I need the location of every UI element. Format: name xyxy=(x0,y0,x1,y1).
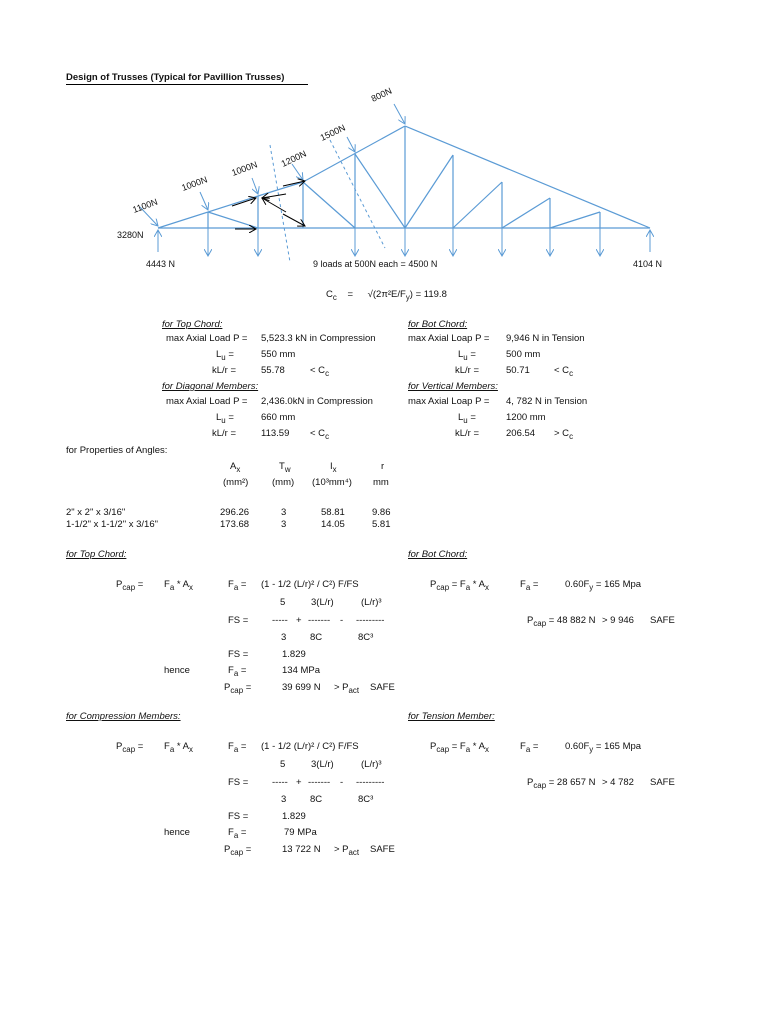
angles-row-ix: 58.81 xyxy=(321,507,345,518)
check-bot-pcap: $P_{cap} = F_a * A_x$ xyxy=(430,579,489,592)
check-comp-pcap-expr: $F_a * A_x$ xyxy=(164,741,193,754)
angles-row-r: 5.81 xyxy=(372,519,391,530)
cc-equation: $C_c = √(2\pi^2E/F_y) = 119.8$ xyxy=(326,289,447,302)
bot-chord-klr: 50.71 xyxy=(506,365,530,376)
check-top-formula: (1 - 1/2 (L/r)² / C²) F/FS xyxy=(261,579,359,590)
truss-members xyxy=(158,126,650,228)
check-comp-fs-dash1: ----- xyxy=(272,777,288,788)
check-top-fs-plus: + xyxy=(296,615,302,626)
check-comp-fs-dash2: ------- xyxy=(308,777,331,788)
check-top-fs-dash3: --------- xyxy=(356,615,385,626)
check-top-pcap2: $P_{cap}$ = xyxy=(224,682,252,695)
vertical-heading: for Vertical Members: xyxy=(408,381,498,392)
check-comp-fs-num1: 5 xyxy=(280,759,286,770)
load-label-5: 1500N xyxy=(318,122,347,143)
check-top-fa-val: 134 MPa xyxy=(282,665,321,676)
vertical-lu: 1200 mm xyxy=(506,412,546,423)
check-bot-verdict: SAFE xyxy=(650,615,675,626)
check-top-fa: $F_a$ = xyxy=(228,579,247,592)
truss-diagram xyxy=(0,0,768,280)
check-comp-fs-minus: - xyxy=(340,777,344,788)
vertical-compare: > $C_c$ xyxy=(554,428,574,441)
check-top-fs-den3: 8C³ xyxy=(358,632,374,643)
check-comp-fs-dash3: --------- xyxy=(356,777,385,788)
check-top-fs-label: FS = xyxy=(228,615,249,626)
check-comp-fs-label: FS = xyxy=(228,777,249,788)
check-comp-hence: hence xyxy=(164,827,190,838)
check-top-compare: > $P_{act}$ xyxy=(334,682,360,695)
check-top-fs-val-label: FS = xyxy=(228,649,249,660)
vertical-klr-label: kL/r = xyxy=(455,428,480,439)
check-comp-fs-plus: + xyxy=(296,777,302,788)
check-comp-fa2: $F_a$ = xyxy=(228,827,247,840)
angles-col-tw: $T_w$ xyxy=(279,461,291,474)
check-comp-fs-num2: 3(L/r) xyxy=(311,759,334,770)
vertical-load-label: max Axial Loap P = xyxy=(408,396,490,407)
angles-row-r: 9.86 xyxy=(372,507,391,518)
load-label-2: 1000N xyxy=(180,174,209,193)
check-top-pcap: $P_{cap}$ = xyxy=(116,579,144,592)
end-load-label: 3280N xyxy=(117,230,144,240)
right-reaction-label: 4104 N xyxy=(633,259,663,269)
check-comp-compare: > $P_{act}$ xyxy=(334,844,360,857)
check-ten-verdict: SAFE xyxy=(650,777,675,788)
check-comp-verdict: SAFE xyxy=(370,844,395,855)
check-comp-pcap-val: 13 722 N xyxy=(282,844,321,855)
top-chord-load-label: max Axial Load P = xyxy=(166,333,248,344)
check-top-chord-heading: for Top Chord: xyxy=(66,549,127,560)
check-top-fs-num3: (L/r)³ xyxy=(361,597,382,608)
check-top-fa2: $F_a$ = xyxy=(228,665,247,678)
diagonal-lu: 660 mm xyxy=(261,412,296,423)
top-chord-klr: 55.78 xyxy=(261,365,285,376)
check-ten-fa-val: $0.60F_y = 165$ Mpa xyxy=(565,741,642,754)
bot-chord-lu: 500 mm xyxy=(506,349,541,360)
check-top-fs-num1: 5 xyxy=(280,597,286,608)
check-comp-fs-val-label: FS = xyxy=(228,811,249,822)
check-top-fs-dash1: ----- xyxy=(272,615,288,626)
check-top-fs-num2: 3(L/r) xyxy=(311,597,334,608)
check-ten-pcap: $P_{cap} = F_a * A_x$ xyxy=(430,741,489,754)
vertical-load: 4, 782 N in Tension xyxy=(506,396,588,407)
angles-row-name: 2" x 2" x 3/16" xyxy=(66,507,126,518)
angles-unit-ix: (10³mm⁴) xyxy=(312,477,352,488)
load-label-1: 1100N xyxy=(131,196,159,215)
check-comp-fs-den3: 8C³ xyxy=(358,794,374,805)
check-bot-compare: > 9 946 xyxy=(602,615,634,626)
angles-row-ix: 14.05 xyxy=(321,519,345,530)
angles-row-name: 1-1/2" x 1-1/2" x 3/16" xyxy=(66,519,158,530)
bot-chord-load: 9,946 N in Tension xyxy=(506,333,585,344)
check-ten-fa: $F_a$ = xyxy=(520,741,539,754)
check-comp-fs-num3: (L/r)³ xyxy=(361,759,382,770)
diagonal-lu-label: $L_u$ = xyxy=(216,412,234,425)
top-chord-load: 5,523.3 kN in Compression xyxy=(261,333,376,344)
top-chord-heading: for Top Chord: xyxy=(162,319,223,330)
angles-row-tw: 3 xyxy=(281,519,287,530)
check-comp-pcap2: $P_{cap}$ = xyxy=(224,844,252,857)
load-label-6: 800N xyxy=(369,85,394,104)
member-force-arrows xyxy=(232,181,305,229)
bottom-loads-label: 9 loads at 500N each = 4500 N xyxy=(313,259,438,269)
angles-heading: for Properties of Angles: xyxy=(66,445,168,456)
check-top-fs-minus: - xyxy=(340,615,344,626)
angles-col-r: r xyxy=(381,461,385,472)
angles-row-tw: 3 xyxy=(281,507,287,518)
check-top-fs-den2: 8C xyxy=(310,632,323,643)
diagonal-klr-label: kL/r = xyxy=(212,428,237,439)
check-comp-fs-val: 1.829 xyxy=(282,811,306,822)
vertical-klr: 206.54 xyxy=(506,428,536,439)
top-chord-klr-label: kL/r = xyxy=(212,365,237,376)
check-comp-formula: (1 - 1/2 (L/r)² / C²) F/FS xyxy=(261,741,359,752)
check-top-pcap-val: 39 699 N xyxy=(282,682,321,693)
check-comp-pcap: $P_{cap}$ = xyxy=(116,741,144,754)
bot-chord-load-label: max Axial Loap P = xyxy=(408,333,490,344)
vertical-lu-label: $L_u$ = xyxy=(458,412,476,425)
diagonal-klr: 113.59 xyxy=(261,428,290,439)
bot-chord-klr-label: kL/r = xyxy=(455,365,480,376)
angles-col-ax: $A_x$ xyxy=(230,461,241,474)
diagonal-load: 2,436.0kN in Compression xyxy=(261,396,373,407)
page-title: Design of Trusses (Typical for Pavillion Trusses) xyxy=(66,72,285,83)
top-chord-compare: < $C_c$ xyxy=(310,365,330,378)
check-top-hence: hence xyxy=(164,665,190,676)
check-top-verdict: SAFE xyxy=(370,682,395,693)
check-top-fs-den1: 3 xyxy=(281,632,287,643)
check-top-fs-val: 1.829 xyxy=(282,649,306,660)
diagonal-compare: < $C_c$ xyxy=(310,428,330,441)
check-bot-pcap-line: $P_{cap} = 48$ 882 N xyxy=(527,615,596,628)
angles-unit-tw: (mm) xyxy=(272,477,295,488)
load-arrows xyxy=(140,104,650,256)
check-tension-heading: for Tension Member: xyxy=(408,711,495,722)
check-ten-compare: > 4 782 xyxy=(602,777,634,788)
check-comp-fa-val: 79 MPa xyxy=(284,827,317,838)
top-chord-lu-label: $L_u$ = xyxy=(216,349,234,362)
check-compression-heading: for Compression Members: xyxy=(66,711,181,722)
check-bot-fa: $F_a$ = xyxy=(520,579,539,592)
diagonal-heading: for Diagonal Members: xyxy=(162,381,259,392)
angles-col-ix: $I_x$ xyxy=(330,461,337,474)
angles-unit-ax: (mm²) xyxy=(223,477,249,488)
bot-chord-lu-label: $L_u$ = xyxy=(458,349,476,362)
diagonal-load-label: max Axial Load P = xyxy=(166,396,248,407)
load-label-4: 1200N xyxy=(279,148,308,169)
check-comp-fa: $F_a$ = xyxy=(228,741,247,754)
check-ten-pcap-line: $P_{cap} = 28$ 657 N xyxy=(527,777,596,790)
check-comp-fs-den2: 8C xyxy=(310,794,323,805)
check-bot-chord-heading: for Bot Chord: xyxy=(408,549,468,560)
check-comp-fs-den1: 3 xyxy=(281,794,287,805)
check-top-pcap-expr: $F_a * A_x$ xyxy=(164,579,193,592)
bot-chord-heading: for Bot Chord: xyxy=(408,319,468,330)
bot-chord-compare: < $C_c$ xyxy=(554,365,574,378)
load-label-3: 1000N xyxy=(230,159,259,178)
check-bot-fa-val: $0.60F_y = 165$ Mpa xyxy=(565,579,642,592)
angles-row-ax: 296.26 xyxy=(220,507,250,518)
top-chord-lu: 550 mm xyxy=(261,349,296,360)
angles-row-ax: 173.68 xyxy=(220,519,250,530)
left-reaction-label: 4443 N xyxy=(146,259,176,269)
check-top-fs-dash2: ------- xyxy=(308,615,331,626)
angles-unit-r: mm xyxy=(373,477,389,488)
